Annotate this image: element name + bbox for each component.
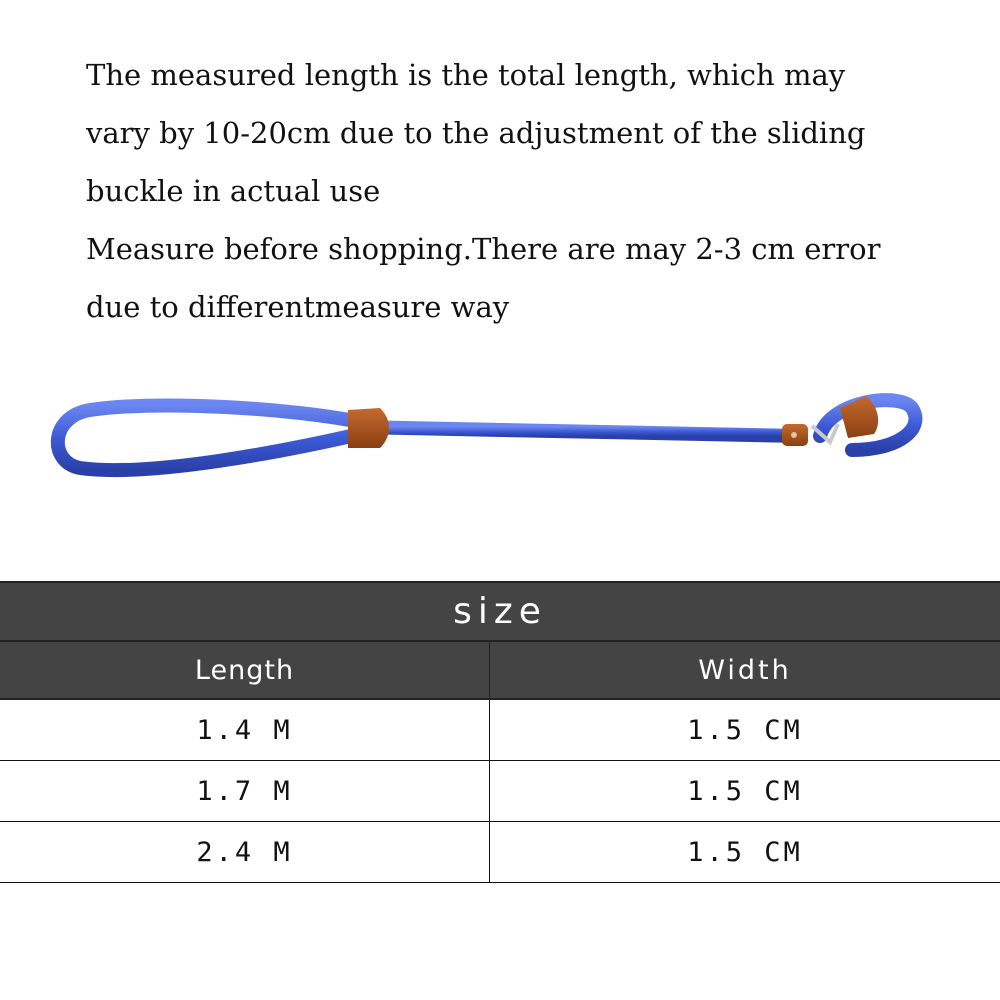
length-cell: 2.4 M	[0, 822, 490, 883]
width-cell: 1.5 CM	[490, 699, 1000, 761]
size-notes	[86, 46, 966, 336]
width-cell: 1.5 CM	[490, 822, 1000, 883]
table-row	[0, 761, 1000, 822]
rivet-icon	[791, 432, 797, 438]
note-line: buckle in actual use	[86, 174, 381, 208]
column-header-width: Width	[490, 641, 1000, 699]
note-line: due to differentmeasure way	[86, 290, 510, 324]
rope-leash-icon	[40, 380, 940, 500]
table-row	[0, 822, 1000, 883]
note-line: Measure before shopping.There are may 2-3 cm error	[86, 232, 881, 266]
table-row	[0, 699, 1000, 761]
note-line: The measured length is the total length, which may	[86, 58, 846, 92]
product-image	[40, 380, 940, 500]
leather-stopper	[348, 408, 389, 448]
length-cell: 1.7 M	[0, 761, 490, 822]
size-table	[0, 581, 1000, 883]
leash-handle-loop	[58, 406, 360, 471]
leash-rope	[355, 427, 800, 436]
table-title: size	[0, 582, 1000, 641]
width-cell: 1.5 CM	[490, 761, 1000, 822]
note-line: vary by 10-20cm due to the adjustment of the sliding	[86, 116, 866, 150]
column-header-length: Length	[0, 641, 490, 699]
length-cell: 1.4 M	[0, 699, 490, 761]
